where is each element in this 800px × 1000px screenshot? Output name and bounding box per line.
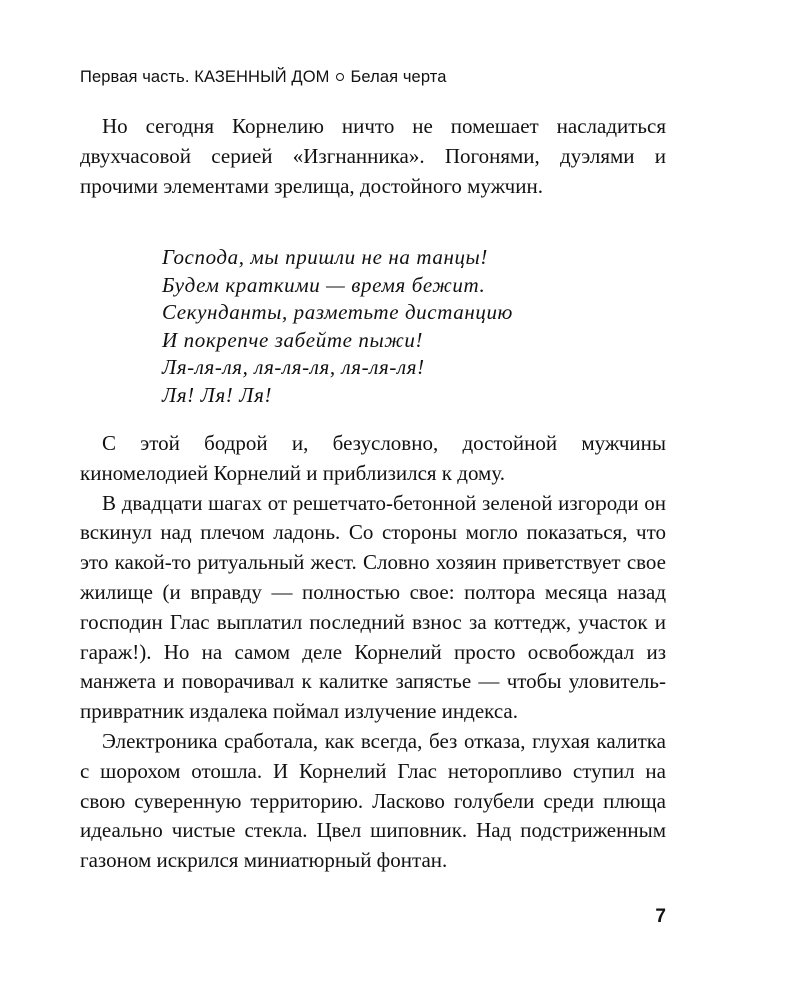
paragraph: В двадцати шагах от решетчато-бетонной зеленой изгороди он вскинул над плечом ладонь. Со стороны могло показаться, что это какой-то ритуальный жест. Словно хозяин приветствует свое жилище (и вправду — полностью свое: полтора месяца назад господин Глас выплатил последний взнос за коттедж, участок и гараж!). Но на самом деле Корнелий просто освобождал из манжета и поворачивал к калитке запястье — чтобы уловитель-привратник издалека поймал излучение индекса. <box>80 490 666 724</box>
paragraph: С этой бодрой и, безусловно, достойной мужчины киномелодией Корнелий и приблизился к дому. <box>80 431 666 485</box>
page-number: 7 <box>655 906 666 927</box>
verse-line: И покрепче забейте пыжи! <box>162 327 424 352</box>
paragraph: Электроника сработала, как всегда, без отказа, глухая калитка с шорохом отошла. И Корнелий Глас неторопливо ступил на свою суверенную территорию. Ласково голубели среди плюща идеально чистые стекла. Цвел шиповник. Над подстриженным газоном искрился миниатюрный фонтан. <box>80 728 666 873</box>
body-text-bottom <box>80 429 666 876</box>
verse-line: Будем краткими — время бежит. <box>162 272 486 297</box>
verse-line: Господа, мы пришли не на танцы! <box>162 245 488 269</box>
verse-line: Секунданты, разметьте дистанцию <box>162 300 513 324</box>
verse-line: Ля! Ля! Ля! <box>162 382 273 407</box>
verse-line: Ля-ля-ля, ля-ля-ля, ля-ля-ля! <box>162 355 425 379</box>
body-text-top <box>80 112 666 201</box>
running-head-part: Первая часть. КАЗЕННЫЙ ДОМ <box>80 68 330 86</box>
running-head-chapter: Белая черта <box>350 68 447 86</box>
separator-circle-icon <box>336 73 344 81</box>
running-head <box>80 68 447 87</box>
verse-block <box>162 244 513 409</box>
paragraph: Но сегодня Корнелию ничто не помешает насладиться двухчасовой серией «Изгнанника». Погонями, дуэлями и прочими элементами зрелища, достойного мужчин. <box>80 114 666 198</box>
